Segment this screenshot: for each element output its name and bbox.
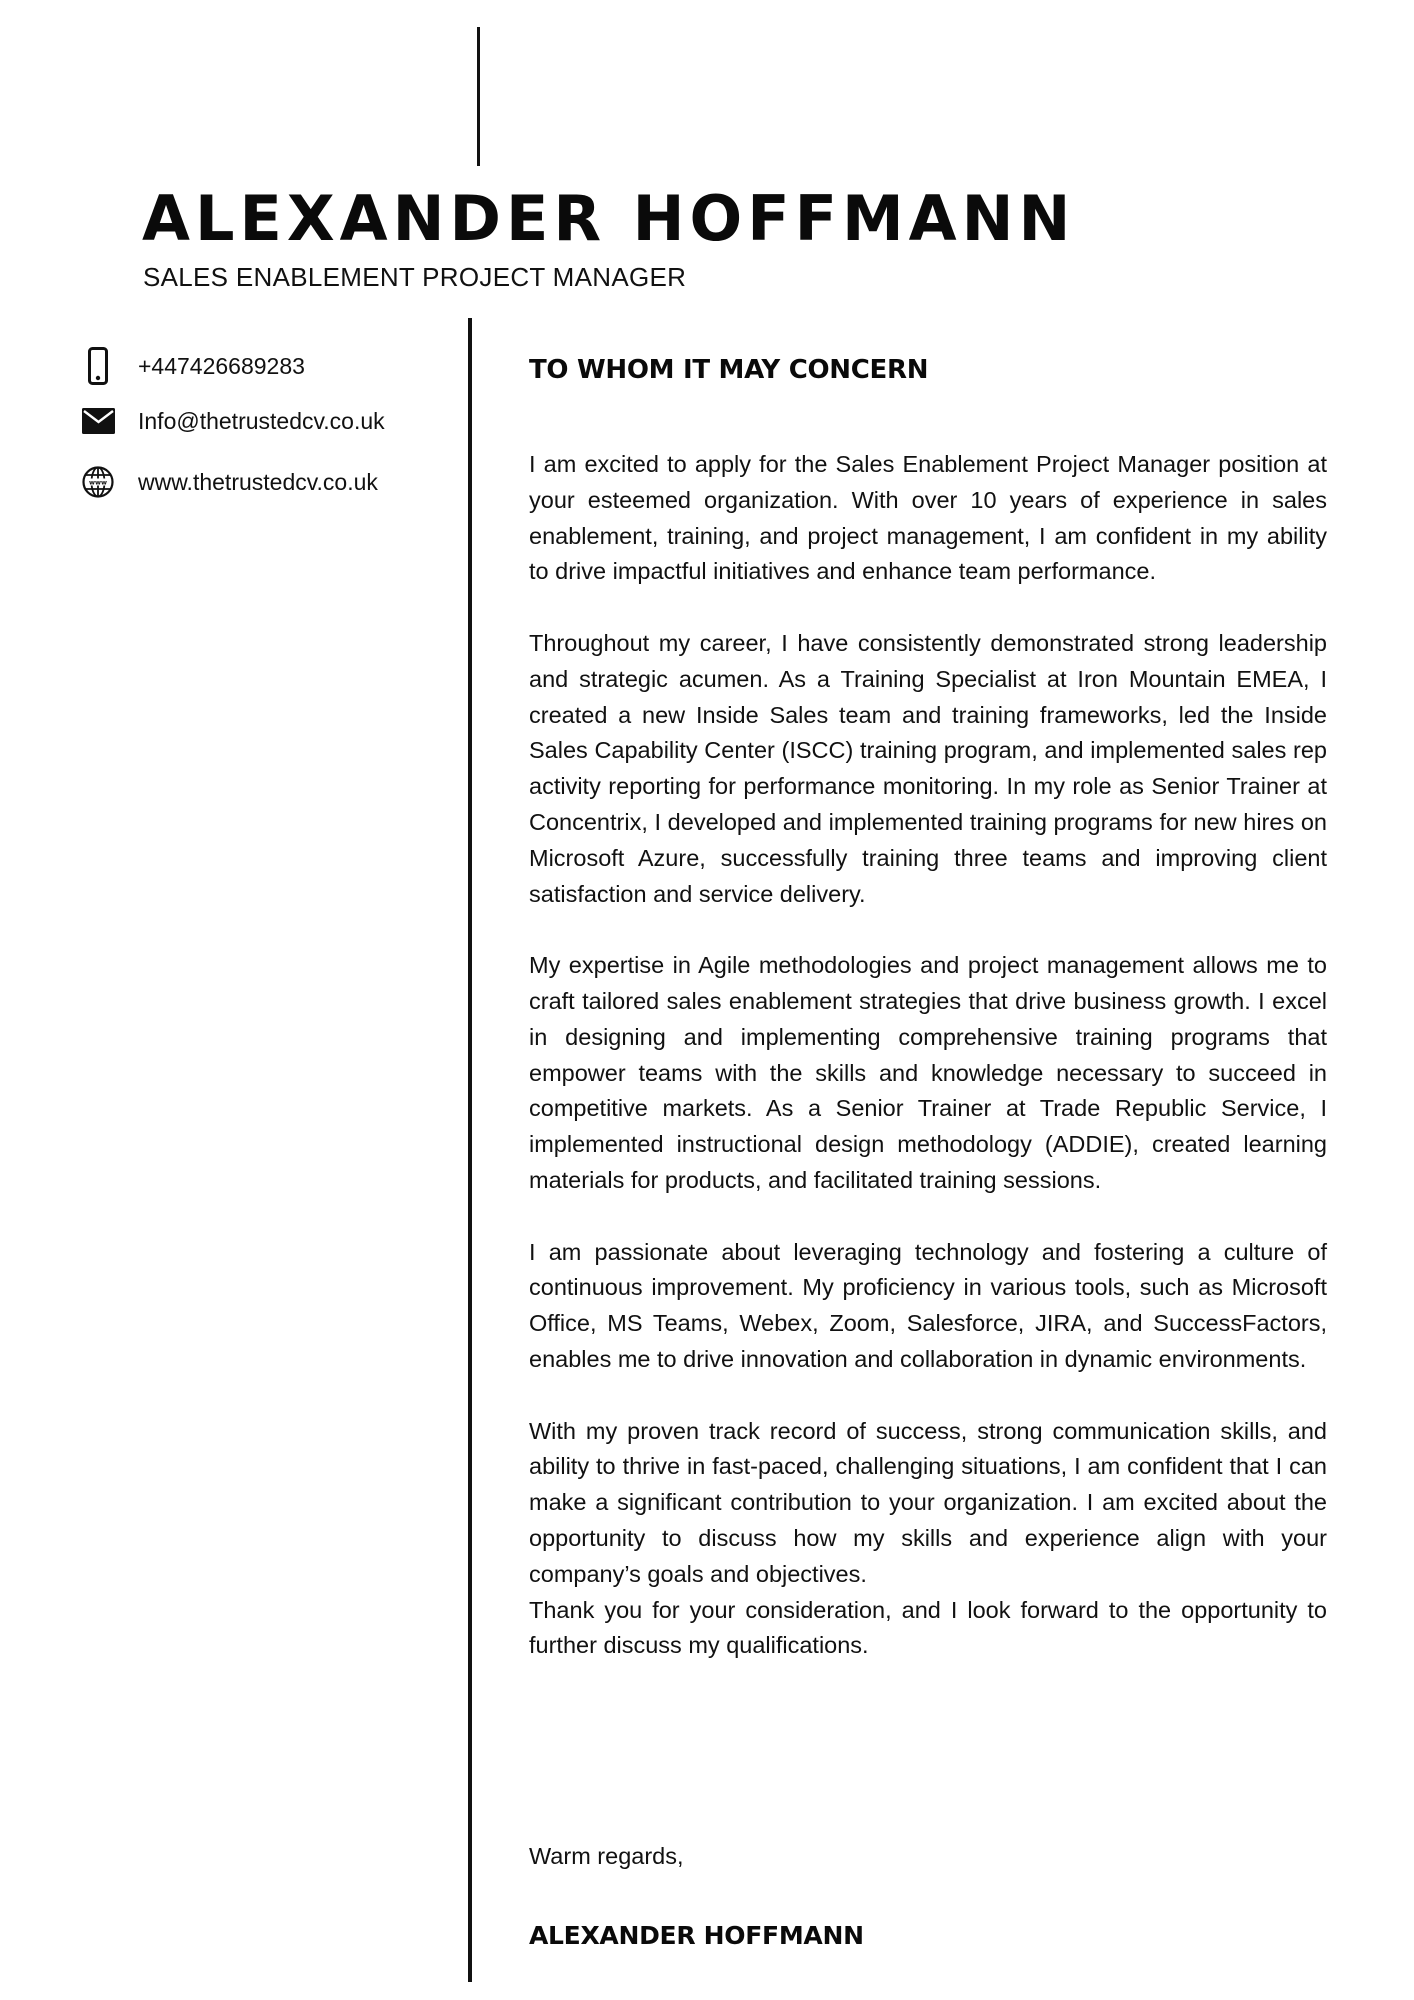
contact-email (80, 401, 460, 441)
globe-icon (80, 462, 116, 502)
website-url: www.thetrustedcv.co.uk (138, 468, 378, 495)
paragraph-technology: I am passionate about leveraging technology and fostering a culture of continuous improvement. My proficiency in various tools, such as Microsoft Office, MS Teams, Webex, Zoom, Salesforce, JIRA, and SuccessFactors, enables me to drive innovation and collaboration in dynamic environments. (529, 1238, 1327, 1372)
paragraph-intro: I am excited to apply for the Sales Enablement Project Manager position at your esteemed organization. With over 10 years of experience in sales enablement, training, and project management, I am confident in my ability to drive impactful initiatives and enhance team performance. (529, 451, 1327, 585)
signature-name: ALEXANDER HOFFMANN (529, 1921, 864, 1950)
contact-phone (80, 346, 460, 386)
applicant-name: ALEXANDER HOFFMANN (142, 182, 1076, 255)
envelope-icon (80, 401, 116, 441)
top-decorative-line (477, 27, 480, 166)
letter-body (529, 447, 1327, 1700)
phone-number: +447426689283 (138, 352, 305, 379)
contact-website (80, 462, 460, 502)
paragraph-expertise: My expertise in Agile methodologies and project management allows me to craft tailored sales enablement strategies that drive business growth. I excel in designing and implementing comprehensive training programs that empower teams with the skills and knowledge necessary to succeed in competitive markets. As a Senior Trainer at Trade Republic Service, I implemented instructional design methodology (ADDIE), created learning materials for products, and facilitated training sessions. (529, 952, 1327, 1193)
job-title: SALES ENABLEMENT PROJECT MANAGER (143, 262, 687, 292)
vertical-divider (468, 318, 472, 1982)
paragraph-thanks: Thank you for your consideration, and I look forward to the opportunity to further discuss my qualifications. (529, 1596, 1327, 1659)
email-address: Info@thetrustedcv.co.uk (138, 407, 385, 434)
paragraph-experience: Throughout my career, I have consistently demonstrated strong leadership and strategic acumen. As a Training Specialist at Iron Mountain EMEA, I created a new Inside Sales team and training frameworks, led the Inside Sales Capability Center (ISCC) training program, and implemented sales rep activity reporting for performance monitoring. In my role as Senior Trainer at Concentrix, I developed and implemented training programs for new hires on Microsoft Azure, successfully training three teams and improving client satisfaction and service delivery. (529, 629, 1327, 907)
svg-text:www: www (88, 478, 108, 487)
letter-closing: Warm regards, (529, 1843, 684, 1869)
paragraph-contribution: With my proven track record of success, strong communication skills, and ability to thrive in fast-paced, challenging situations, I am confident that I can make a significant contribution to your organization. I am excited about the opportunity to discuss how my skills and experience align with your company’s goals and objectives. (529, 1417, 1327, 1587)
phone-icon (80, 346, 116, 386)
letter-salutation: TO WHOM IT MAY CONCERN (529, 355, 929, 385)
